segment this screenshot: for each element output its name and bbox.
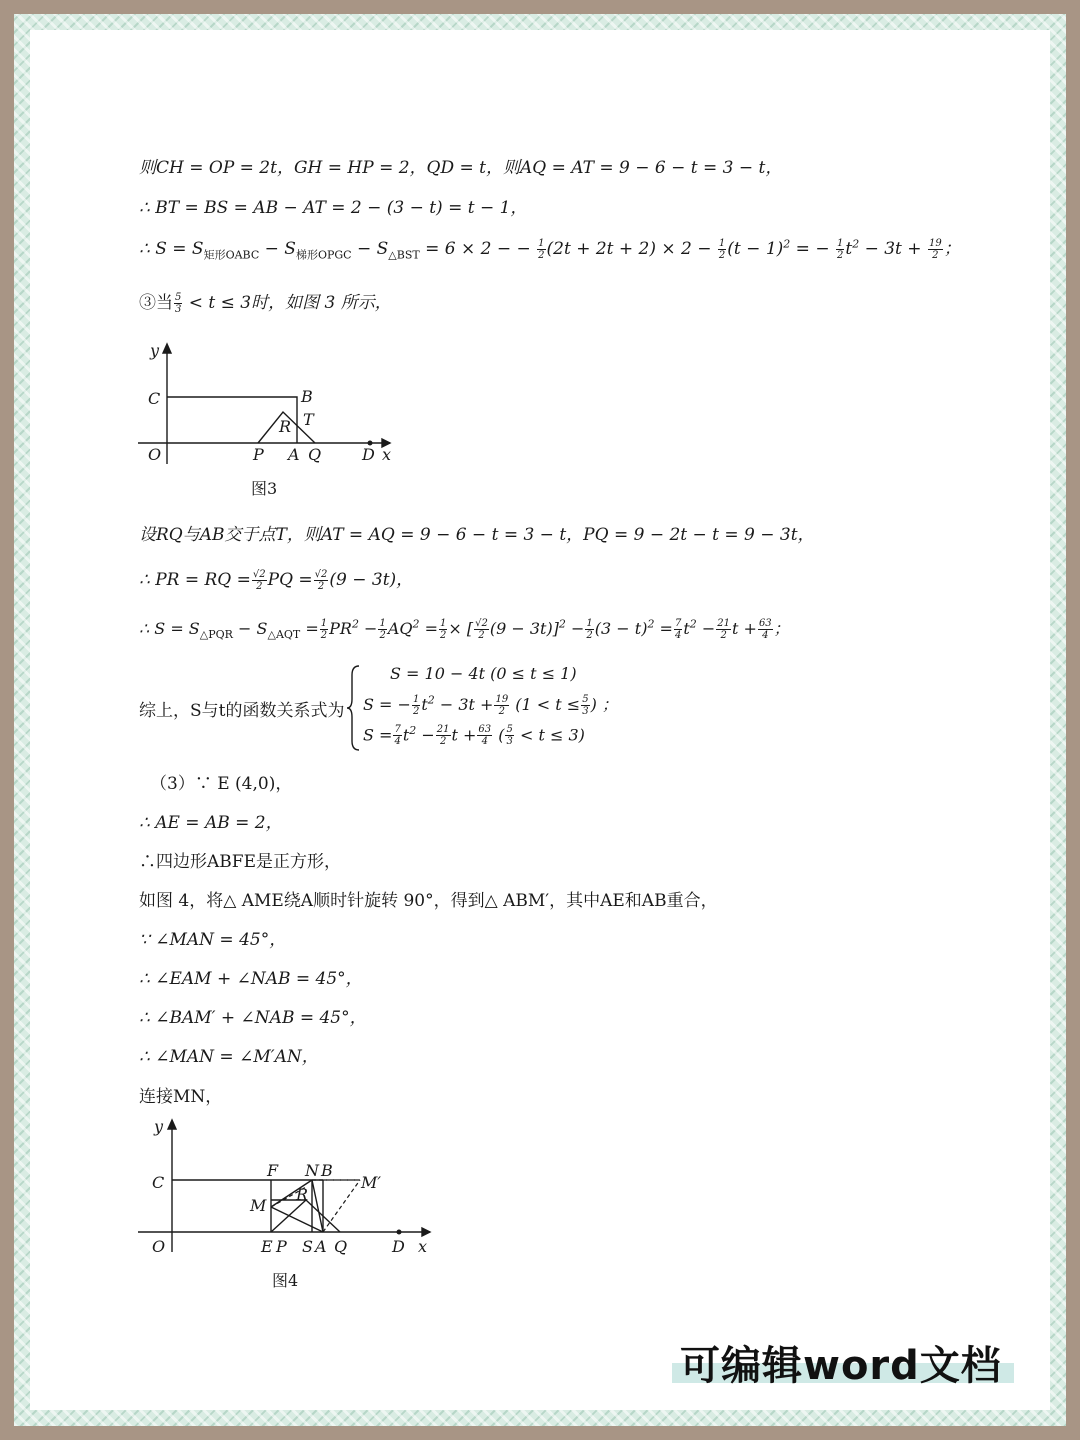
- superscript: 2: [647, 617, 655, 631]
- fraction: $\frac{1}{2}$: [586, 618, 593, 641]
- superscript: 2: [783, 237, 791, 251]
- fraction: $\frac{21}{2}$: [436, 724, 450, 748]
- superscript: 2: [351, 617, 359, 631]
- y-axis-arrow: [168, 1120, 176, 1129]
- superscript: 2: [852, 237, 860, 251]
- part-3-line-7: ∴ ∠BAM′ + ∠NAB = 45°，: [139, 1008, 367, 1028]
- text: −: [358, 619, 378, 638]
- fraction: $\frac{63}{4}$: [478, 724, 492, 748]
- label-x: x: [382, 445, 392, 464]
- editable-word-watermark: 可编辑word文档: [680, 1343, 1002, 1389]
- label-f: F: [267, 1161, 279, 1180]
- text: =: [300, 619, 319, 638]
- text: < t ≤ 3): [514, 725, 585, 745]
- text: (9 − 3t)，: [329, 570, 414, 590]
- text: ；: [943, 239, 961, 259]
- text: ∴ S = S: [139, 619, 200, 638]
- dashed-am: [323, 1180, 360, 1232]
- label-e: E: [261, 1237, 273, 1256]
- label-y: y: [154, 1117, 164, 1136]
- fraction: $\frac{1}{2}$: [412, 694, 420, 717]
- piecewise-case-2: [363, 692, 618, 717]
- text: (2t + 2t + 2) × 2 −: [546, 239, 712, 259]
- label-a: A: [288, 445, 300, 464]
- label-b: B: [301, 387, 313, 406]
- text: (3 − t): [594, 619, 648, 638]
- text: S = −: [363, 695, 411, 714]
- fraction: $\frac{1}{2}$: [379, 618, 386, 641]
- fraction: $\frac{1}{2}$: [718, 238, 726, 261]
- text: −: [696, 619, 716, 638]
- fraction: $\frac{1}{2}$: [836, 238, 844, 261]
- label-s: S: [302, 1237, 313, 1256]
- label-c: C: [152, 1173, 165, 1192]
- fraction: $\frac{√2}{2}$: [252, 569, 266, 592]
- label-d: D: [392, 1237, 405, 1256]
- solution-line-1: 则CH = OP = 2t，GH = HP = 2，QD = t，则AQ = AT = 9 − 6 − t = 3 − t，: [139, 158, 783, 178]
- x-axis-arrow: [422, 1228, 430, 1236]
- text: PR: [329, 619, 352, 638]
- text: − 3t +: [434, 695, 494, 714]
- superscript: 2: [409, 724, 417, 737]
- rectangle-oabc: [167, 397, 297, 443]
- text: − S: [259, 239, 296, 259]
- piecewise-case-3: [363, 724, 585, 747]
- text: (t − 1): [727, 239, 784, 259]
- solution-line-5: 设RQ与AB交于点T，则AT = AQ = 9 − 6 − t = 3 − t，PQ = 9 − 2t − t = 9 − 3t，: [139, 525, 815, 545]
- label-m: M: [250, 1196, 267, 1215]
- part-3-line-3: ∴四边形ABFE是正方形，: [139, 852, 341, 872]
- text: t: [402, 725, 410, 745]
- text: ) ；: [590, 695, 618, 714]
- label-p: P: [276, 1237, 287, 1256]
- label-r: R: [296, 1185, 309, 1204]
- solution-line-7: [139, 616, 790, 641]
- figure-4: [130, 1112, 440, 1262]
- summary-label: 综上，S与t的函数关系式为: [139, 701, 345, 721]
- label-n: N: [305, 1161, 319, 1180]
- solution-line-3: [139, 234, 961, 262]
- fraction: $\frac{√2}{2}$: [475, 618, 488, 641]
- text: PQ =: [267, 570, 313, 590]
- label-d: D: [362, 445, 375, 464]
- text: (1 < t ≤: [510, 695, 581, 714]
- subscript: △AQT: [267, 628, 301, 642]
- text: = −: [790, 239, 830, 259]
- subscript: △PQR: [199, 628, 233, 642]
- figure-4-caption: 图4: [272, 1271, 299, 1290]
- line-ep: [271, 1200, 306, 1232]
- label-t: T: [303, 410, 314, 429]
- text: ；: [773, 619, 790, 638]
- label-q: Q: [308, 445, 322, 464]
- superscript: 2: [427, 693, 435, 707]
- text: ③当: [139, 293, 173, 313]
- text: AQ: [387, 619, 413, 638]
- label-a: A: [315, 1237, 327, 1256]
- text: − S: [351, 239, 389, 259]
- fraction: $\frac{21}{2}$: [717, 618, 731, 641]
- text: S =: [363, 725, 393, 745]
- fraction: $\frac{63}{4}$: [758, 618, 772, 641]
- label-y: y: [150, 341, 160, 360]
- fraction: $\frac{1}{2}$: [320, 618, 328, 641]
- part-3-line-4: 如图 4，将△ AME绕A顺时针旋转 90°，得到△ ABM′，其中AE和AB重合，: [139, 891, 718, 911]
- part-3-line-1: （3）∵ E (4,0)，: [150, 774, 293, 794]
- fraction: $\frac{19}{2}$: [928, 238, 942, 261]
- case-3-heading: [139, 288, 392, 315]
- text: =: [654, 619, 673, 638]
- text: =: [419, 619, 438, 638]
- fraction: $\frac{1}{2}$: [538, 238, 545, 261]
- label-x: x: [418, 1237, 428, 1256]
- fraction: $\frac{7}{4}$: [674, 618, 682, 641]
- part-3-line-2: ∴ AE = AB = 2，: [139, 813, 283, 833]
- text: −: [565, 619, 585, 638]
- part-3-line-5: ∵ ∠MAN = 45°，: [139, 930, 287, 950]
- text: t +: [732, 619, 757, 638]
- text: < t ≤ 3时，如图 3 所示，: [183, 293, 392, 313]
- line-an: [312, 1180, 323, 1232]
- text: − 3t +: [859, 239, 922, 259]
- label-c: C: [148, 389, 161, 408]
- label-b: B: [321, 1161, 333, 1180]
- figure-3: [130, 336, 410, 476]
- fraction: $\frac{5}{3}$: [506, 724, 513, 748]
- fraction: $\frac{7}{4}$: [394, 724, 401, 748]
- solution-line-6: [139, 565, 413, 592]
- text: t: [421, 695, 428, 714]
- superscript: 2: [412, 617, 420, 631]
- text: × [: [448, 619, 474, 638]
- text: ∴ PR = RQ =: [139, 570, 251, 590]
- text: −: [416, 725, 435, 745]
- line-ma: [271, 1207, 323, 1232]
- text: ∴ S = S: [139, 239, 204, 259]
- text: t: [683, 619, 690, 638]
- text: = 6 × 2 − −: [419, 239, 531, 259]
- superscript: 2: [689, 617, 697, 631]
- text: (9 − 3t)]: [489, 619, 559, 638]
- part-3-line-8: ∴ ∠MAN = ∠M′AN，: [139, 1047, 319, 1067]
- label-p: P: [253, 445, 264, 464]
- label-r: R: [279, 417, 292, 436]
- point-d: [397, 1230, 402, 1235]
- fraction: $\frac{5}{3}$: [175, 292, 182, 315]
- solution-line-2: ∴ BT = BS = AB − AT = 2 − (3 − t) = t − 1，: [139, 198, 528, 218]
- text: − S: [232, 619, 268, 638]
- text: (: [493, 725, 505, 745]
- subscript: 梯形OPGC: [295, 248, 352, 262]
- part-3-line-9: 连接MN，: [139, 1087, 223, 1107]
- label-q: Q: [334, 1237, 348, 1256]
- text: t +: [451, 725, 477, 745]
- fraction: $\frac{5}{3}$: [582, 694, 589, 717]
- superscript: 2: [558, 617, 566, 631]
- label-o: O: [148, 445, 162, 464]
- fraction: $\frac{√2}{2}$: [314, 569, 328, 592]
- fraction: $\frac{1}{2}$: [439, 618, 447, 641]
- label-o: O: [152, 1237, 166, 1256]
- label-m-prime: M′: [361, 1173, 382, 1192]
- text: t: [845, 239, 853, 259]
- subscript: 矩形OABC: [203, 248, 260, 262]
- y-axis-arrow: [163, 344, 171, 353]
- piecewise-case-1: S = 10 − 4t (0 ≤ t ≤ 1): [390, 664, 577, 683]
- piecewise-brace: [346, 665, 360, 751]
- figure-3-caption: 图3: [251, 479, 278, 498]
- fraction: $\frac{19}{2}$: [495, 694, 509, 717]
- subscript: △BST: [388, 248, 420, 262]
- part-3-line-6: ∴ ∠EAM + ∠NAB = 45°，: [139, 969, 363, 989]
